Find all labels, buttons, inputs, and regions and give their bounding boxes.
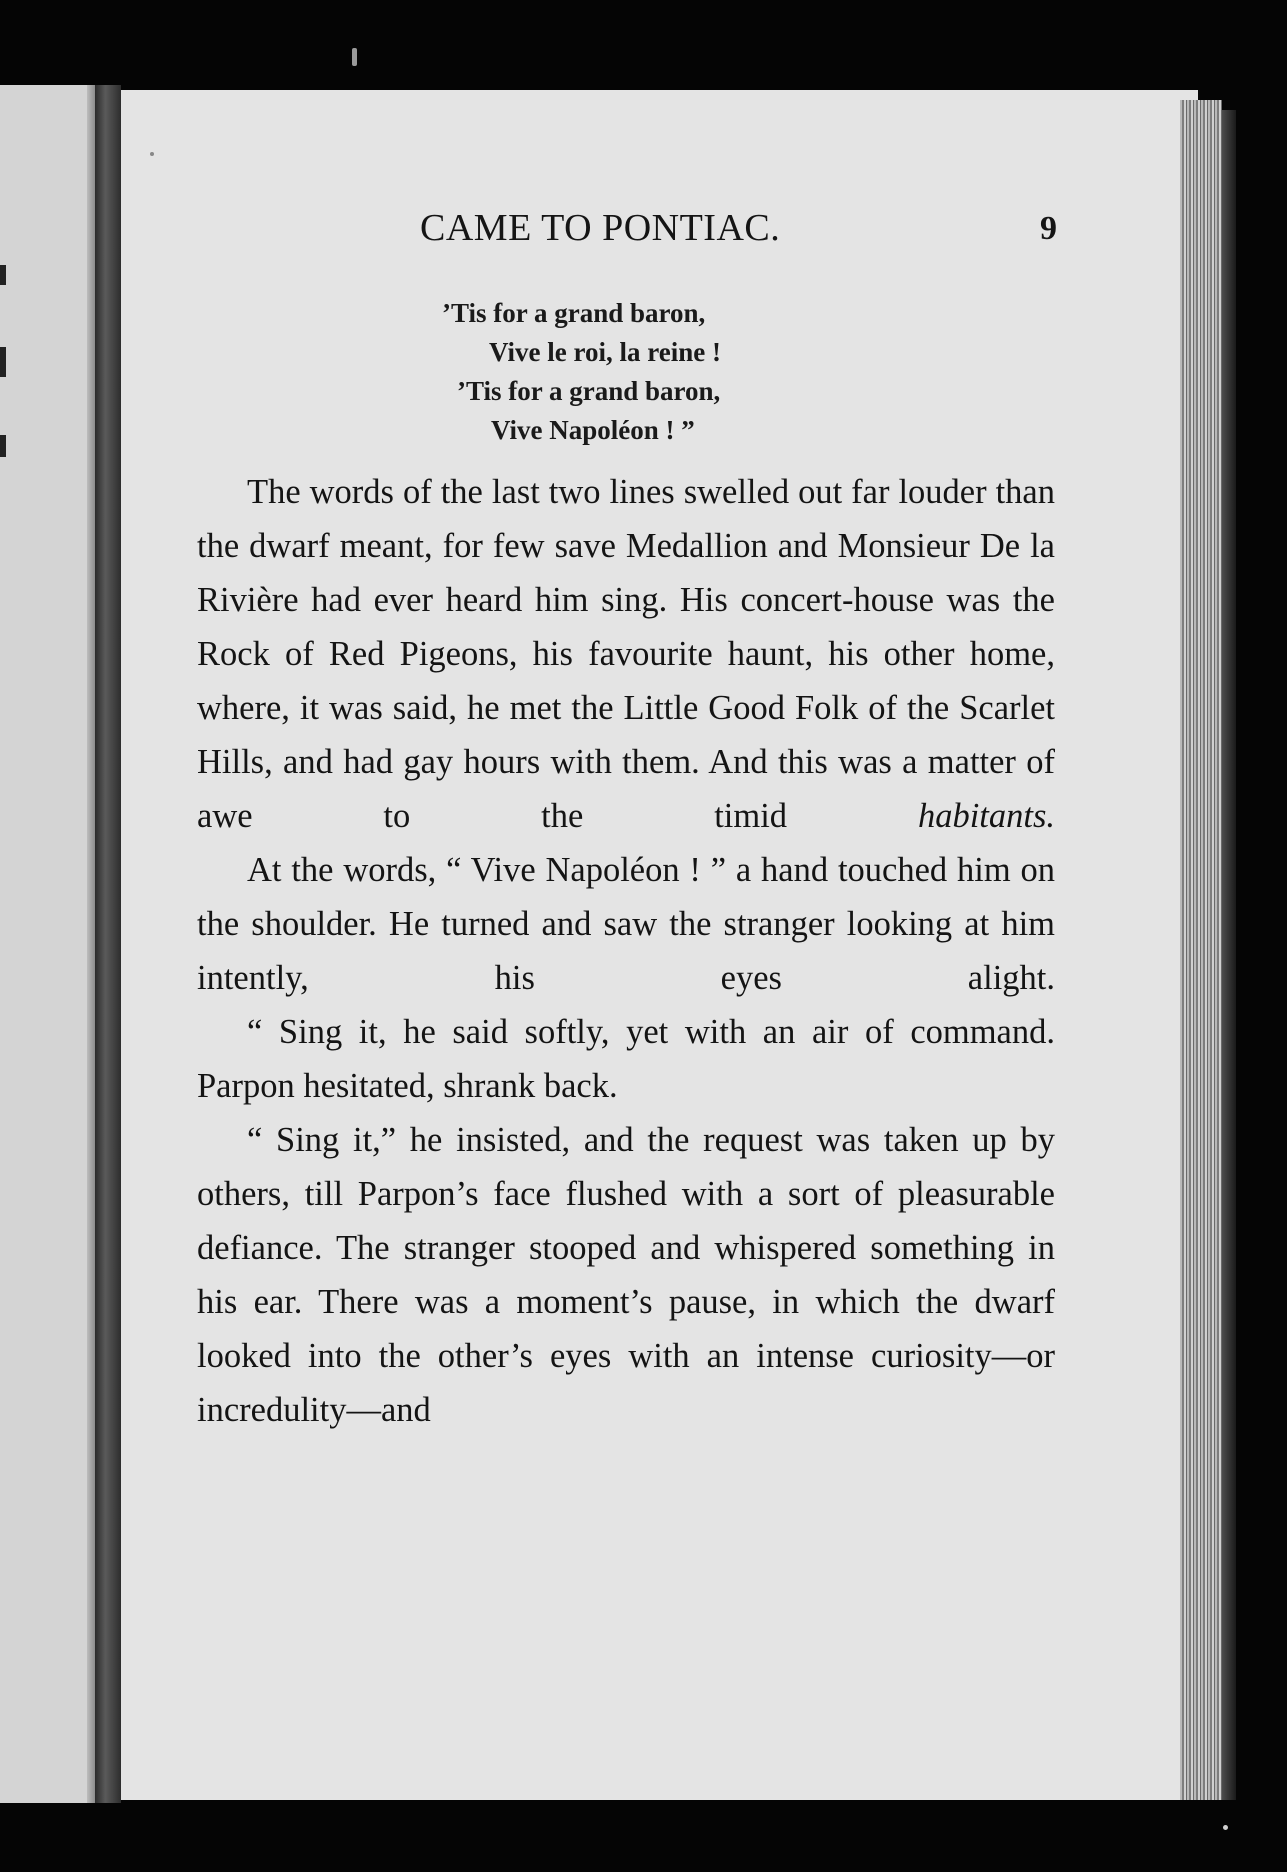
- paragraph-text: “ Sing it, he said softly, yet with an air of command. Parpon hesitated, shrank back.: [197, 1013, 1055, 1105]
- paragraph: [197, 1005, 1055, 1113]
- page-stack-shadow: [1222, 110, 1236, 1800]
- paragraph-text: At the words, “ Vive Napoléon ! ” a hand touched him on the shoulder. He turned and saw the stranger looking at him intently, his eyes alight.: [197, 851, 1055, 997]
- running-title: CAME TO PONTIAC.: [420, 207, 781, 249]
- paragraph: [197, 843, 1055, 1005]
- song-verse: [0, 298, 721, 454]
- scan-speck: [150, 152, 154, 156]
- italic-word: habitants.: [917, 797, 1055, 835]
- verse-line: ’Tis for a grand baron,: [457, 376, 721, 406]
- scan-speck: [352, 48, 357, 66]
- paragraph: [197, 465, 1055, 843]
- left-page-mark: [0, 265, 6, 285]
- scan-speck: [1223, 1825, 1228, 1830]
- verse-line: Vive Napoléon ! ”: [491, 415, 695, 445]
- body-text: [197, 465, 1055, 1437]
- paragraph: [197, 1113, 1055, 1437]
- page-number: 9: [1040, 210, 1057, 247]
- verse-line: ’Tis for a grand baron,: [442, 298, 706, 328]
- paragraph-text: The words of the last two lines swelled out far louder than the dwarf meant, for few save Medallion and Monsieur De la Rivière had ever heard him sing. His concert-house was the Rock of Red Pigeons, his favourite haunt, his other home, where, it was said, he met the Little Good Folk of the Scarlet Hills, and had gay hours with them. And this was a matter of awe to the timid: [197, 473, 1055, 835]
- page-stack-edge: [1180, 100, 1222, 1800]
- paragraph-text: “ Sing it,” he insisted, and the request was taken up by others, till Parpon’s face flushed with a sort of pleasurable defiance. The stranger stooped and whispered something in his ear. There was a moment’s pause, in which the dwarf looked into the other’s eyes with an intense curiosity—or incredulity—and: [197, 1121, 1055, 1429]
- verse-line: Vive le roi, la reine !: [489, 337, 721, 367]
